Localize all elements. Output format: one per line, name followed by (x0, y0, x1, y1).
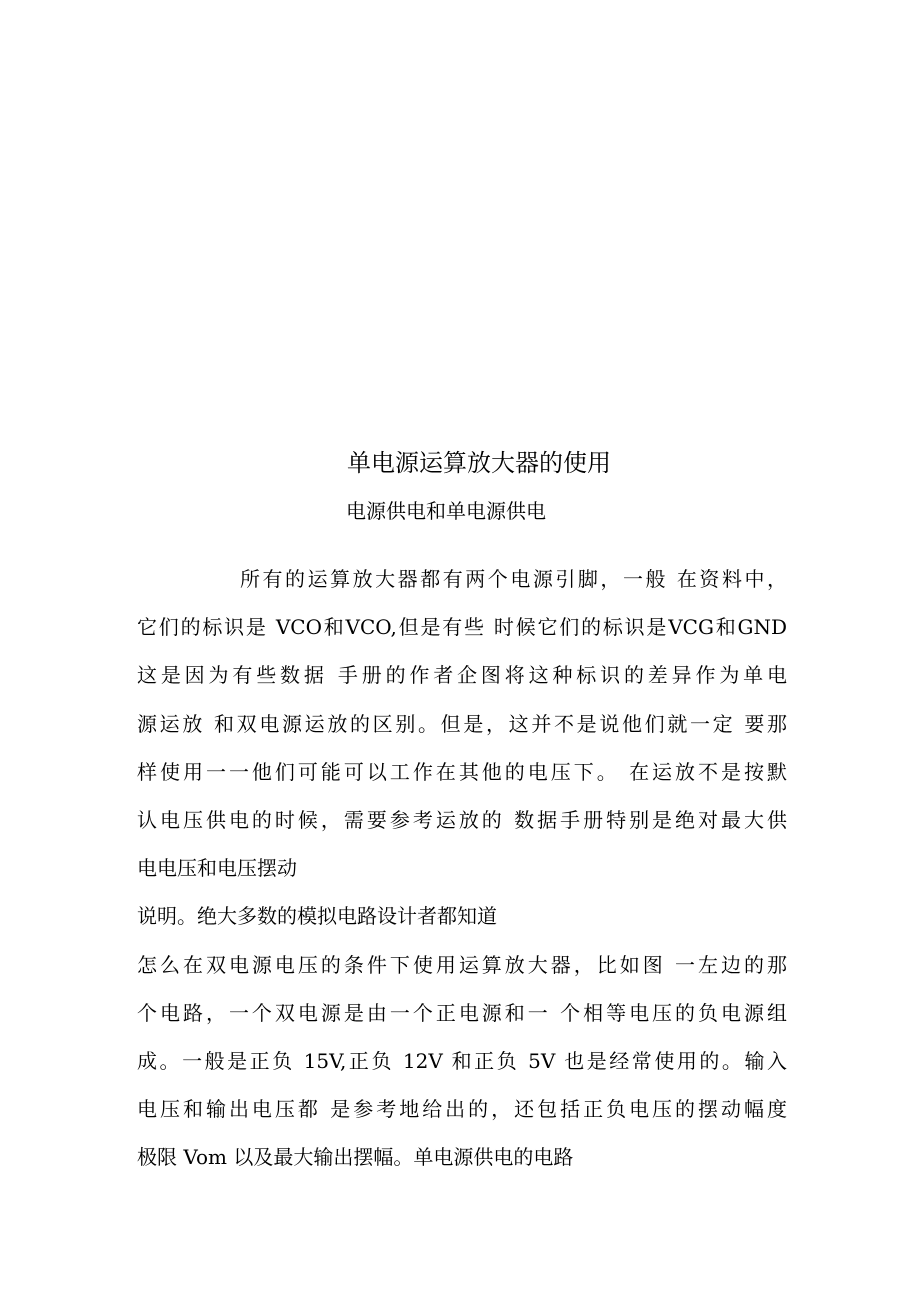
body-line: 个电路，一个双电源是由一个正电源和一 个相等电压的负电源组 (137, 1000, 787, 1025)
body-line: 电电压和电压摆动 (137, 856, 297, 881)
body-line: 电压和输出电压都 是参考地给出的，还包括正负电压的摆动幅度 (137, 1097, 787, 1122)
body-line: 成。一般是正负 15V,正负 12V 和正负 5V 也是经常使用的。输入 (137, 1048, 787, 1073)
document-subtitle: 电源供电和单电源供电 (346, 499, 546, 523)
body-line: 所有的运算放大器都有两个电源引脚，一般 在资料中， (240, 567, 787, 591)
body-line: 样使用一一他们可能可以工作在其他的电压下。 在运放不是按默 (137, 759, 787, 784)
body-line: 这是因为有些数据 手册的作者企图将这种标识的差异作为单电 (137, 663, 787, 688)
body-line: 怎么在双电源电压的条件下使用运算放大器，比如图 一左边的那 (137, 952, 787, 977)
body-line: 源运放 和双电源运放的区别。但是，这并不是说他们就一定 要那 (137, 711, 787, 736)
body-text (137, 555, 787, 1181)
body-line: 说明。绝大多数的模拟电路设计者都知道 (137, 904, 497, 929)
body-line: 它们的标识是 VCO和VCO,但是有些 时候它们的标识是VCG和GND (137, 615, 787, 640)
body-line: 认电压供电的时候，需要参考运放的 数据手册特别是绝对最大供 (137, 807, 787, 832)
document-title: 单电源运算放大器的使用 (347, 449, 611, 477)
body-line: 极限 Vom 以及最大输出摆幅。单电源供电的电路 (137, 1145, 574, 1170)
